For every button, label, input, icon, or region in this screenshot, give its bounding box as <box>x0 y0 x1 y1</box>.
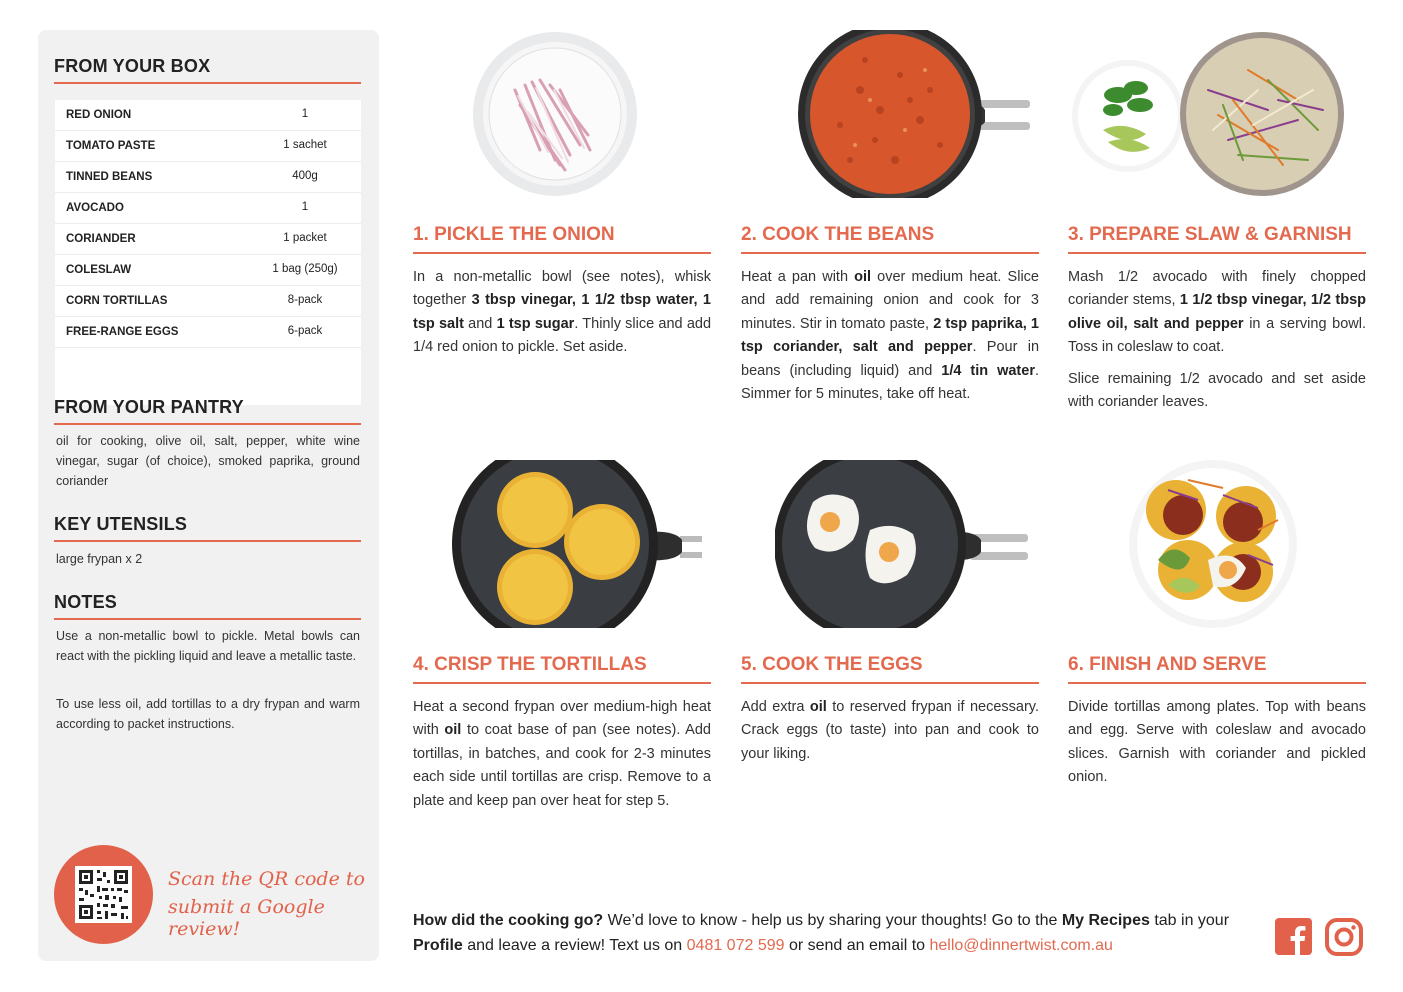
facebook-icon[interactable] <box>1275 918 1313 956</box>
ingredient-row <box>55 255 361 286</box>
note-item: Use a non-metallic bowl to pickle. Metal bowls can react with the pickling liquid and leave a metallic taste. <box>56 629 360 663</box>
utensils-text: large frypan x 2 <box>56 552 143 566</box>
ingredient-qty: 8-pack <box>287 294 323 306</box>
instagram-icon[interactable] <box>1325 918 1363 956</box>
step-3-text: Mash 1/2 avocado with finely chopped coriander stems, 1 1/2 tbsp vinegar, 1/2 tbsp olive oil, salt and pepper in a serving bowl. Toss in coleslaw to coat. Slice remaining 1/2 avocado and set aside with coriander leaves. <box>1068 269 1366 411</box>
step-6-title: 6. FINISH AND SERVE <box>1068 654 1366 684</box>
step-3-photo <box>1068 30 1348 198</box>
step-5-text: Add extra oil to reserved frypan if necessary. Crack eggs (to taste) into pan and cook to your liking. <box>741 699 1039 762</box>
ingredient-qty: 1 <box>301 108 309 120</box>
ingredient-qty: 1 packet <box>283 232 327 244</box>
step-3-title: 3. PREPARE SLAW & GARNISH <box>1068 224 1366 254</box>
divider <box>54 423 361 425</box>
step-1-title: 1. PICKLE THE ONION <box>413 224 711 254</box>
ingredient-row <box>55 162 361 193</box>
ingredient-name: AVOCADO <box>66 202 124 214</box>
ingredient-row <box>55 193 361 224</box>
step-2-photo <box>780 30 1030 198</box>
ingredients-table <box>55 100 361 405</box>
ingredient-row <box>55 100 361 131</box>
utensils-title: KEY UTENSILS <box>54 514 188 534</box>
step-4-text: Heat a second frypan over medium-high heat with oil to coat base of pan (see notes). Add tortillas, in batches, and cook for 2-3 minutes each side until tortillas are crisp. Remove to a plate and keep pan over heat for step 5. <box>413 699 711 809</box>
qr-caption: submit a Google review! <box>168 896 325 940</box>
ingredient-qty: 1 bag (250g) <box>272 263 338 275</box>
sidebar <box>38 30 379 961</box>
step-6-text: Divide tortillas among plates. Top with beans and egg. Serve with coleslaw and avocado slices. Garnish with coriander and pickled onion. <box>1068 699 1366 786</box>
step-5-photo <box>775 460 1030 628</box>
ingredient-name: FREE-RANGE EGGS <box>66 326 179 338</box>
step-1-photo <box>470 30 650 198</box>
step-2-text: Heat a pan with oil over medium heat. Slice and add remaining onion and cook for 3 minutes. Stir in tomato paste, 2 tsp paprika, 1 tsp coriander, salt and pepper. Pour in beans (including liquid) and 1/4 tin water. Simmer for 5 minutes, take off heat. <box>741 269 1040 403</box>
email-link[interactable]: hello@dinnertwist.com.au <box>929 937 1113 954</box>
ingredient-row <box>55 317 361 348</box>
qr-badge[interactable] <box>54 845 153 944</box>
qr-caption: Scan the QR code to <box>168 868 365 890</box>
ingredient-row <box>55 224 361 255</box>
note-item: To use less oil, add tortillas to a dry frypan and warm according to packet instructions. <box>56 697 360 731</box>
step-6-photo <box>1128 460 1298 628</box>
ingredient-qty: 6-pack <box>287 325 323 337</box>
step-4-photo <box>450 460 705 628</box>
step-4-title: 4. CRISP THE TORTILLAS <box>413 654 711 684</box>
notes-title: NOTES <box>54 592 118 612</box>
pantry-text: oil for cooking, olive oil, salt, pepper, white wine vinegar, sugar (of choice), smoked paprika, ground coriander <box>56 434 360 488</box>
pantry-title: FROM YOUR PANTRY <box>54 397 244 417</box>
ingredient-row <box>55 131 361 162</box>
divider <box>54 82 361 84</box>
ingredient-name: CORIANDER <box>66 233 136 245</box>
ingredient-qty: 400g <box>292 170 318 182</box>
ingredient-name: TINNED BEANS <box>66 171 153 183</box>
divider <box>54 540 361 542</box>
step-1-text: In a non-metallic bowl (see notes), whisk together 3 tbsp vinegar, 1 1/2 tbsp water, 1 tsp salt and 1 tsp sugar. Thinly slice and add 1/4 red onion to pickle. Set aside. <box>413 269 712 356</box>
ingredient-name: RED ONION <box>66 109 132 121</box>
step-2-title: 2. COOK THE BEANS <box>741 224 1039 254</box>
ingredient-qty: 1 <box>301 201 309 213</box>
qr-code-icon[interactable] <box>75 866 132 923</box>
box-title: FROM YOUR BOX <box>54 56 211 76</box>
ingredient-qty: 1 sachet <box>283 139 327 151</box>
ingredient-name: COLESLAW <box>66 264 132 276</box>
ingredient-name: CORN TORTILLAS <box>66 295 168 307</box>
ingredient-row <box>55 286 361 317</box>
step-5-title: 5. COOK THE EGGS <box>741 654 1039 684</box>
phone-link[interactable]: 0481 072 599 <box>686 937 785 954</box>
divider <box>54 618 361 620</box>
feedback-footer: How did the cooking go? We’d love to know - help us by sharing your thoughts! Go to the My Recipes tab in your Profile and leave a review! Text us on 0481 072 599 or send an email to hello@dinnertwist.com.au <box>413 912 1230 954</box>
ingredient-name: TOMATO PASTE <box>66 140 156 152</box>
